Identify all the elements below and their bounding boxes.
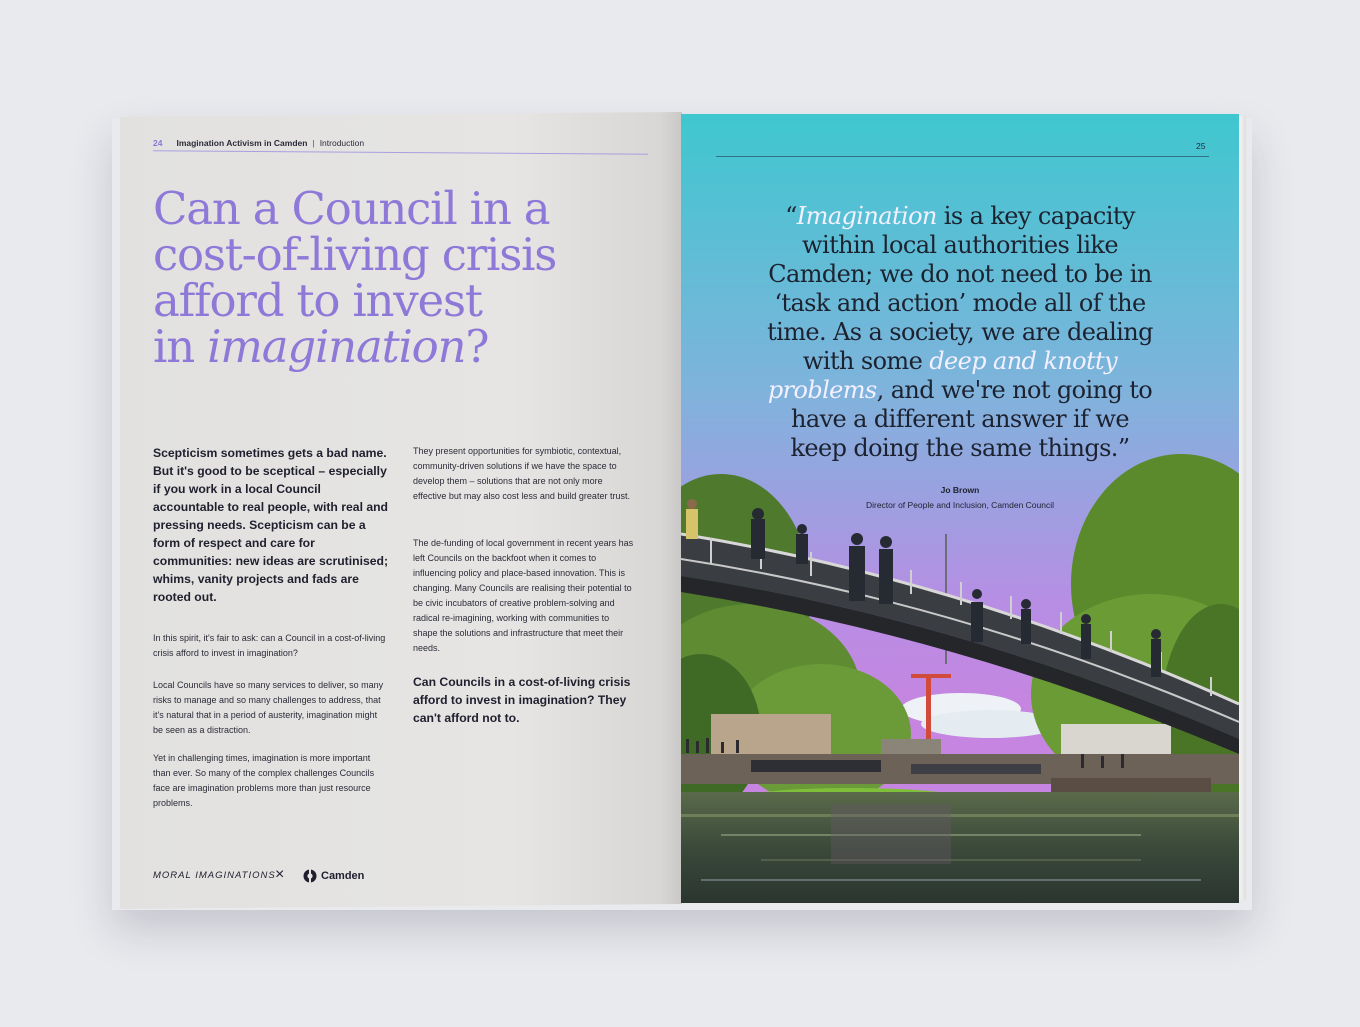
quote-attribution-role: Director of People and Inclusion, Camden Council — [865, 500, 1055, 510]
camden-wordmark: Camden — [321, 870, 365, 882]
camden-mark-icon — [302, 869, 318, 883]
body-paragraph: Local Councils have so many services to deliver, so many risks to manage and so many challenges to address, that it's natural that in a period of austerity, imagination might be seen as a distraction. — [153, 680, 384, 735]
quote-attribution-name: Jo Brown — [940, 485, 980, 495]
body-paragraph: Yet in challenging times, imagination is more important than ever. So many of the complex challenges Councils face are imagination problems more than just resource problems. — [153, 753, 375, 808]
quote-highlight: deep and knotty problems — [767, 347, 1118, 404]
quote-text: is a key capacity within local authorities like Camden; we do not need to be in ‘task and action’ mode all of the time. As a society, we are dealing with some — [767, 202, 1153, 375]
left-running-header: 24 Imagination Activism in Camden | Introduction — [153, 138, 365, 148]
collaboration-cross: × — [275, 866, 285, 883]
moral-imaginations-logo: MORAL IMAGINATIONS — [153, 870, 276, 881]
headline-italic: imagination — [207, 320, 466, 373]
body-paragraph: In this spirit, it's fair to ask: can a Council in a cost-of-living crisis afford to invest in imagination? — [153, 633, 386, 658]
body-paragraph: The de-funding of local government in recent years has left Councils on the backfoot when it comes to influencing policy and place-based innovation. This is changing. Many Councils are realising their potential to be civic incubators of creative problem-solving and radical re-imagining, working with communities to shape the solutions and infrastructure that meet their needs. — [413, 538, 634, 653]
running-title: Imagination Activism in Camden — [176, 138, 308, 148]
header-rule-right — [716, 156, 1209, 157]
section-label: Introduction — [319, 138, 365, 148]
headline-line: cost-of-living crisis — [153, 228, 557, 281]
page-edge — [1238, 116, 1246, 900]
headline-line: afford to invest — [153, 274, 482, 327]
quote-mark: “ — [785, 202, 797, 230]
body-paragraph: They present opportunities for symbiotic, contextual, community-driven solutions if we have the space to develop them – solutions that are not only more effective but may also cost less and build greater trust. — [413, 446, 630, 501]
headline-line: in imagination? — [153, 320, 489, 373]
lead-paragraph: Scepticism sometimes gets a bad name. But it's good to be sceptical – especially if you work in a local Council accountable to real people, with real and pressing needs. Scepticism can be a form of respect and care for communities: new ideas are scrutinised; whims, vanity projects and fads are rooted out. — [153, 446, 389, 604]
camden-logo — [302, 869, 364, 883]
quote-highlight: Imagination — [796, 202, 937, 230]
pull-quote — [760, 202, 1160, 463]
left-page-number: 24 — [153, 138, 163, 148]
closing-statement: Can Councils in a cost-of-living crisis afford to invest in imagination? They can't afford not to. — [413, 675, 631, 725]
headline-line: Can a Council in a — [153, 182, 550, 235]
right-page-number: 25 — [1196, 141, 1206, 151]
page-headline — [153, 182, 623, 373]
quote-text: , and we're not going to have a different answer if we keep doing the same things.” — [790, 376, 1153, 462]
